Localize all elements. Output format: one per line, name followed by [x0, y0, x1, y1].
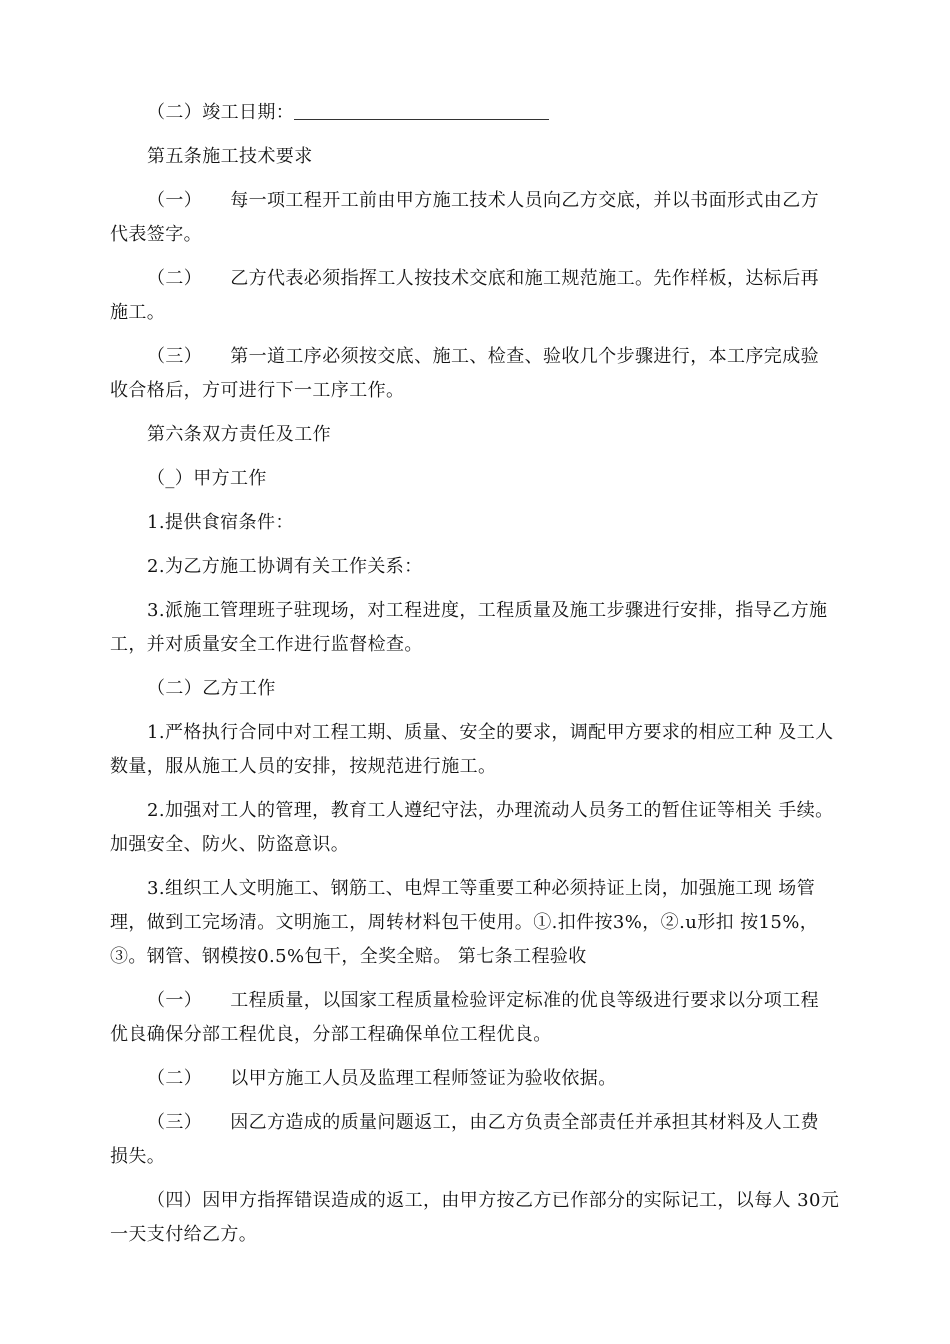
document-body — [110, 96, 840, 1262]
party-a-item-1: 1.提供食宿条件： — [147, 512, 294, 533]
item-text: 因乙方造成的质量问题返工，由乙方负责全部责任并承担其材料及人工费 损失。 — [110, 1112, 819, 1167]
item-number: （三） — [147, 1112, 203, 1133]
item-number: （一） — [147, 990, 203, 1011]
party-a-heading: （_）甲方工作 — [147, 468, 267, 489]
party-b-heading: （二）乙方工作 — [147, 678, 276, 699]
article-5-item-2 — [110, 262, 840, 330]
article-7-item-3 — [110, 1106, 840, 1174]
item-text: 第一道工序必须按交底、施工、检查、验收几个步骤进行，本工序完成验 收合格后，方可进行下一工序工作。 — [110, 346, 819, 401]
article-7-item-2 — [110, 1062, 840, 1096]
item-text: 乙方代表必须指挥工人按技术交底和施工规范施工。先作样板，达标后再 施工。 — [110, 268, 819, 323]
item-text: 以甲方施工人员及监理工程师签证为验收依据。 — [230, 1068, 617, 1089]
item-number: （一） — [147, 190, 203, 211]
article-7-item-4: （四）因甲方指挥错误造成的返工，由甲方按乙方已作部分的实际记工，以每人 30元一天支付给乙方。 — [110, 1190, 840, 1245]
completion-date-line — [110, 96, 840, 130]
article-5-title: 第五条施工技术要求 — [147, 146, 313, 167]
article-5-item-1 — [110, 184, 840, 252]
article-6-title: 第六条双方责任及工作 — [147, 424, 331, 445]
completion-date-label: （二）竣工日期： — [147, 102, 295, 123]
party-b-item-1: 1.严格执行合同中对工程工期、质量、安全的要求，调配甲方要求的相应工种 及工人数量，服从施工人员的安排，按规范进行施工。 — [110, 722, 834, 777]
party-b-item-3: 3.组织工人文明施工、钢筋工、电焊工等重要工种必须持证上岗，加强施工现 场管理，做到工完场清。文明施工，周转材料包干使用。①.扣件按3%，②.u形扣 按15%，③。钢管、钢模按0.5%包干，全奖全赔。 第七条工程验收 — [110, 878, 819, 967]
article-7-item-1 — [110, 984, 840, 1052]
article-5-item-3 — [110, 340, 840, 408]
item-number: （二） — [147, 268, 203, 289]
item-number: （二） — [147, 1068, 203, 1089]
completion-date-blank — [294, 97, 549, 120]
item-text: 工程质量，以国家工程质量检验评定标准的优良等级进行要求以分项工程 优良确保分部工程优良，分部工程确保单位工程优良。 — [110, 990, 819, 1045]
party-a-item-3: 3.派施工管理班子驻现场，对工程进度，工程质量及施工步骤进行安排，指导乙方施工，并对质量安全工作进行监督检查。 — [110, 600, 828, 655]
party-a-item-2: 2.为乙方施工协调有关工作关系： — [147, 556, 423, 577]
item-number: （三） — [147, 346, 203, 367]
party-b-item-2: 2.加强对工人的管理，教育工人遵纪守法，办理流动人员务工的暂住证等相关 手续。加强安全、防火、防盗意识。 — [110, 800, 834, 855]
item-text: 每一项工程开工前由甲方施工技术人员向乙方交底，并以书面形式由乙方 代表签字。 — [110, 190, 819, 245]
